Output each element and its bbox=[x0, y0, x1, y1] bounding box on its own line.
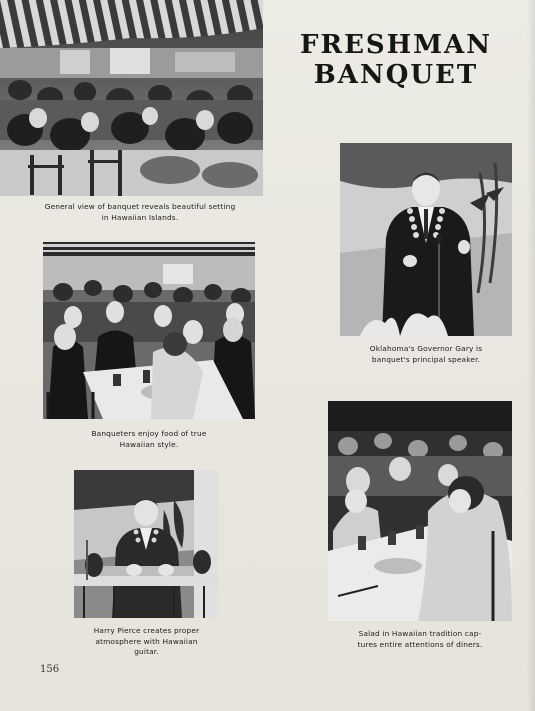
photo-banquet-hall bbox=[0, 0, 263, 196]
caption-line: Salad in Hawaiian tradition cap- bbox=[358, 629, 482, 638]
caption-line: Harry Pierce creates proper bbox=[93, 626, 200, 635]
caption-line: tures entire attentions of diners. bbox=[357, 639, 483, 649]
caption-line: atmosphere with Hawaiian bbox=[95, 636, 198, 646]
caption-line: banquet's principal speaker. bbox=[371, 354, 481, 364]
page-number: 156 bbox=[40, 664, 60, 675]
caption-line: Banqueters enjoy food of true bbox=[91, 429, 207, 438]
caption-line: Oklahoma's Governor Gary is bbox=[369, 344, 483, 353]
caption-line: General view of banquet reveals beautiful setting bbox=[44, 202, 236, 211]
caption-governor bbox=[340, 344, 512, 365]
photo-governor bbox=[340, 143, 512, 336]
caption-salad bbox=[328, 629, 512, 650]
caption-banquet-hall bbox=[20, 202, 260, 223]
photo-guitar bbox=[74, 470, 219, 618]
photo-salad bbox=[328, 401, 512, 621]
caption-line: Hawaiian style. bbox=[119, 439, 179, 449]
caption-line: in Hawaiian Islands. bbox=[101, 212, 179, 222]
page-edge-shadow bbox=[527, 0, 535, 711]
photo-diners bbox=[43, 242, 255, 419]
page-title-line-2: BANQUET bbox=[313, 60, 479, 90]
caption-line: guitar. bbox=[134, 647, 159, 656]
caption-diners bbox=[43, 429, 255, 450]
caption-guitar bbox=[74, 626, 219, 658]
page-title-line-1: FRESHMAN bbox=[300, 30, 492, 60]
